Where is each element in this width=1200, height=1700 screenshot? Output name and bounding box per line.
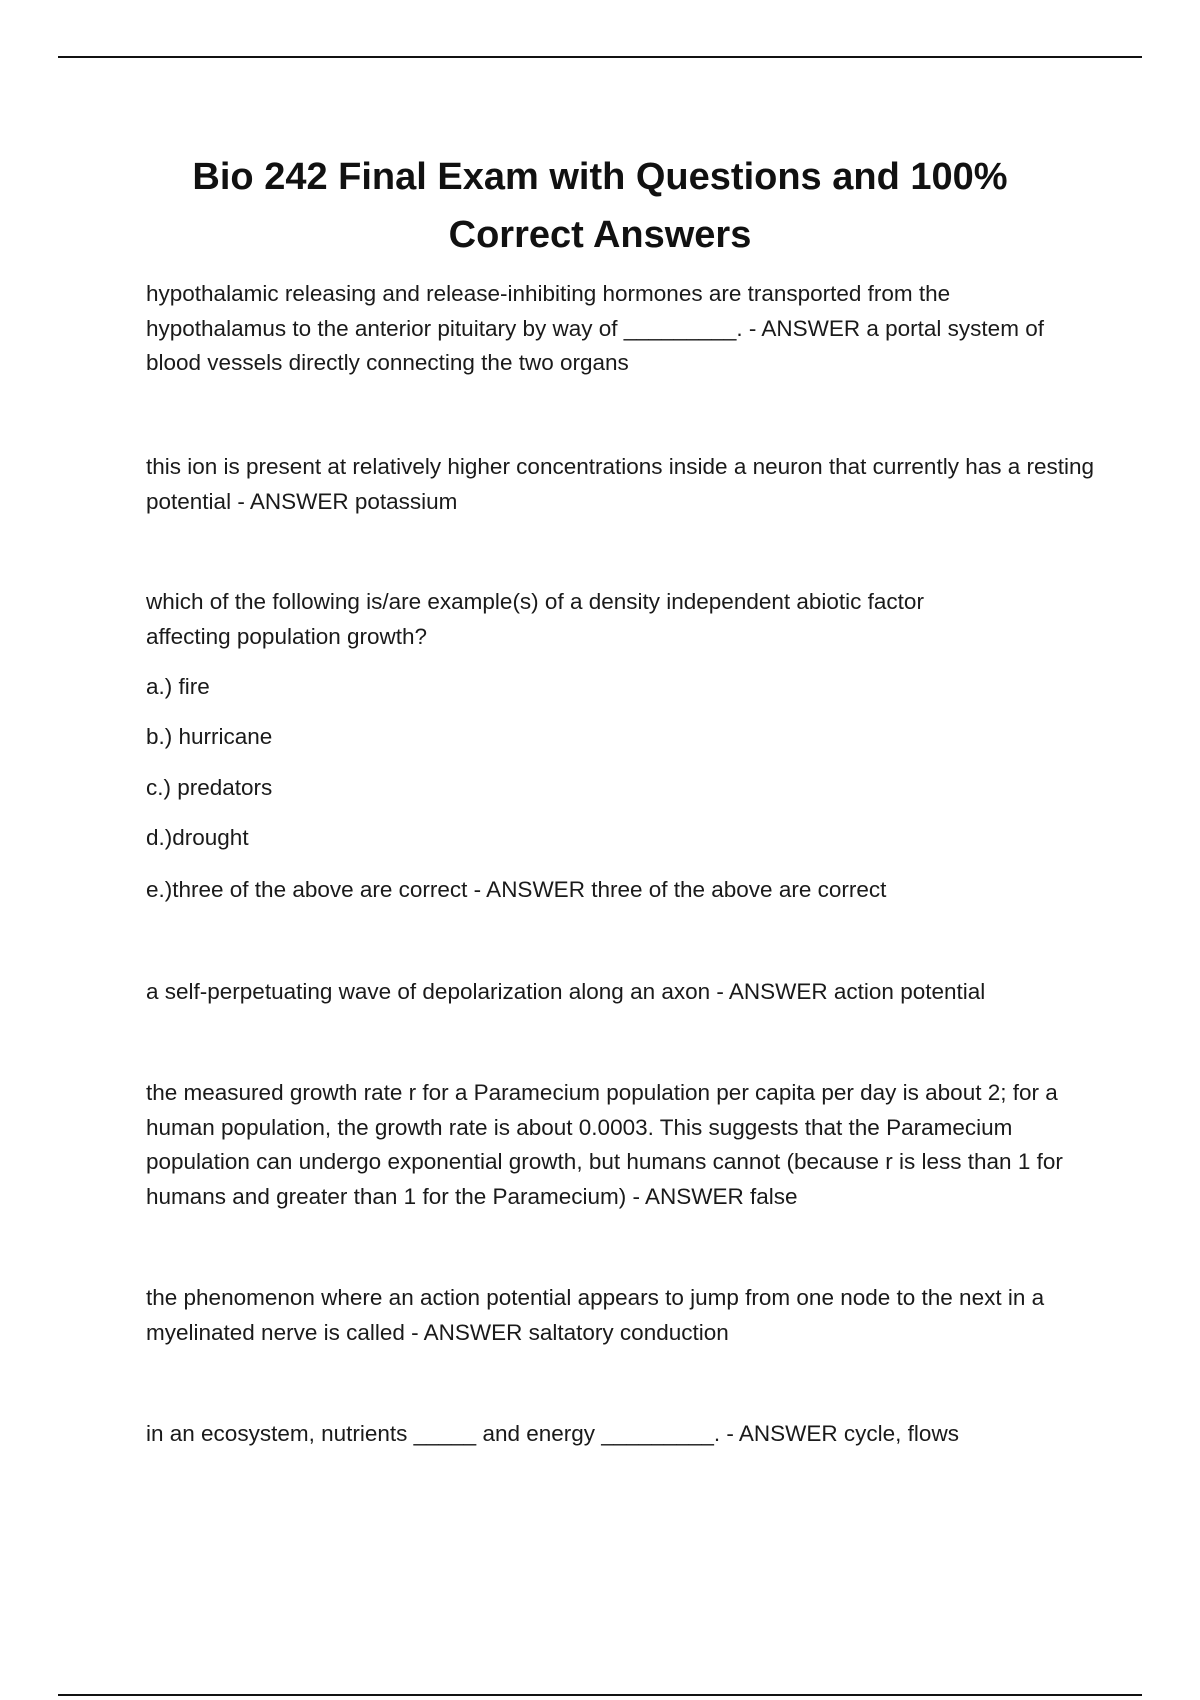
option-e: e.)three of the above are correct - ANSWER three of the above are correct	[146, 877, 887, 902]
question-text: hypothalamic releasing and release-inhibiting hormones are transported from the hypothalamus to the anterior pituitary by way of _________. - ANSWER a portal system of blood vessels directly connecting the two organs	[146, 281, 1044, 375]
document-title	[100, 148, 1100, 264]
question-text: the phenomenon where an action potential appears to jump from one node to the next in a myelinated nerve is called - ANSWER saltatory conduction	[146, 1285, 1045, 1345]
question-6	[146, 1281, 1096, 1350]
option-c: c.) predators	[146, 775, 273, 800]
question-text: this ion is present at relatively higher concentrations inside a neuron that currently has a resting potential - ANSWER potassium	[146, 454, 1095, 514]
header-rule	[58, 56, 1142, 58]
question-7	[146, 1417, 1096, 1452]
question-text: the measured growth rate r for a Paramecium population per capita per day is about 2; for a human population, the growth rate is about 0.0003. This suggests that the Paramecium population can undergo exponential growth, but humans cannot (because r is less than 1 for humans and greater than 1 for the Paramecium) - ANSWER false	[146, 1080, 1063, 1209]
question-3-option-d-wrap	[146, 821, 1096, 856]
option-a: a.) fire	[146, 674, 210, 699]
title-line-2: Correct Answers	[448, 214, 752, 256]
question-2	[146, 450, 1096, 519]
question-3-options	[146, 670, 1096, 705]
question-3	[146, 585, 1096, 654]
question-1	[146, 277, 1096, 381]
footer-rule	[58, 1694, 1142, 1696]
question-3-option-c-wrap	[146, 771, 1096, 806]
option-b: b.) hurricane	[146, 724, 273, 749]
option-d: d.)drought	[146, 825, 249, 850]
question-3-option-b-wrap	[146, 720, 1096, 755]
question-3-option-e-wrap	[146, 873, 1096, 908]
question-text: a self-perpetuating wave of depolarization along an axon - ANSWER action potential	[146, 979, 986, 1004]
question-4	[146, 975, 1096, 1010]
question-5	[146, 1076, 1096, 1214]
question-text: which of the following is/are example(s) of a density independent abiotic factor affecting population growth?	[146, 589, 924, 649]
question-text: in an ecosystem, nutrients _____ and energy _________. - ANSWER cycle, flows	[146, 1421, 959, 1446]
title-line-1: Bio 242 Final Exam with Questions and 100%	[192, 156, 1008, 198]
